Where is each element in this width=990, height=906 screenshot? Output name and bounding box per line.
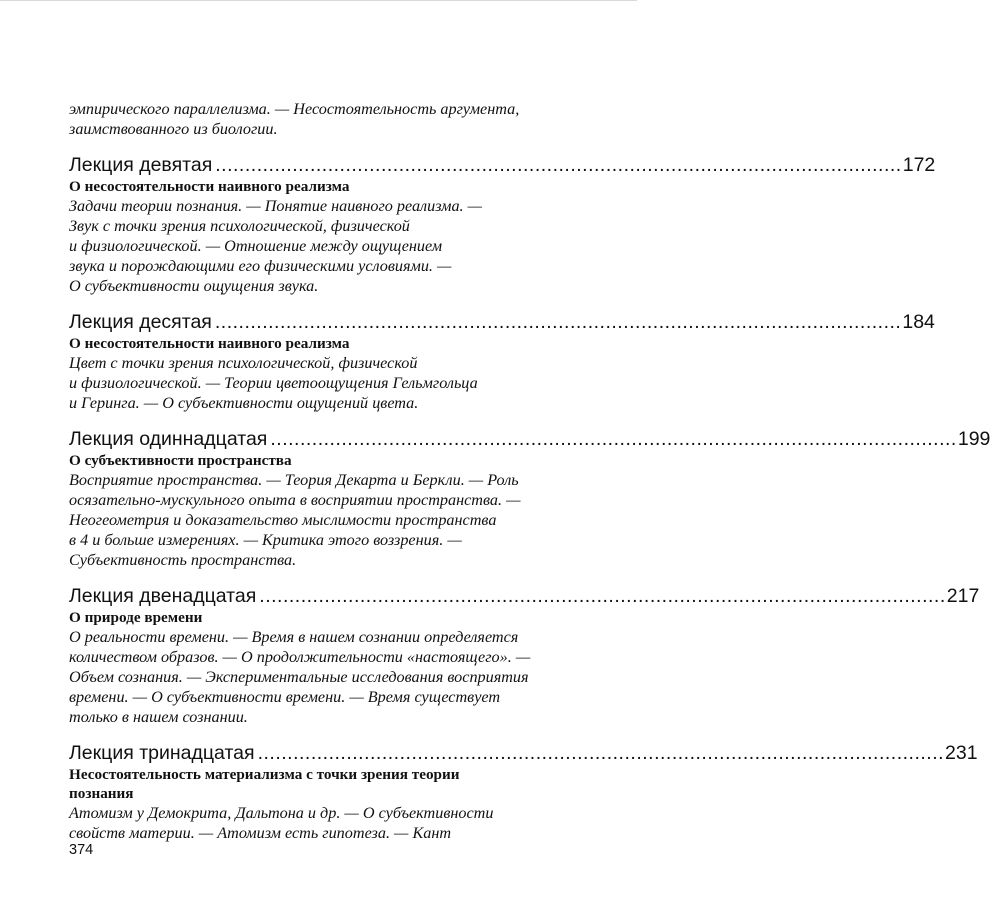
lecture-title: Лекция тринадцатая <box>69 742 255 764</box>
summary-line: свойств материи. — Атомизм есть гипотеза. — Кант <box>69 824 452 842</box>
toc-entry-lecture-13 <box>69 742 978 843</box>
toc-entry-heading <box>69 585 980 607</box>
toc-entry-heading <box>69 154 936 176</box>
lecture-summary <box>69 627 569 727</box>
summary-line: Восприятие пространства. — Теория Декарта и Беркли. — Роль <box>69 471 519 489</box>
summary-line: эмпирического параллелизма. — Несостоятельность аргумента, <box>69 100 520 118</box>
subtitle-line: О несостоятельности наивного реализма <box>69 178 350 195</box>
dot-leader: .................................................................................................................... <box>270 428 957 450</box>
lecture-summary <box>69 470 569 570</box>
summary-line: и физиологической. — Отношение между ощущением <box>69 237 443 255</box>
summary-line: времени. — О субъективности времени. — Время существует <box>69 688 501 706</box>
summary-line: Субъективность пространства. <box>69 551 297 569</box>
summary-line: Объем сознания. — Экспериментальные исследования восприятия <box>69 668 529 686</box>
toc-entry-lecture-10 <box>69 311 935 413</box>
subtitle-line: О субъективности пространства <box>69 452 292 469</box>
dot-leader: .................................................................................................................... <box>214 311 902 333</box>
page-folio: 374 <box>69 842 94 858</box>
toc-entry-lecture-9 <box>69 154 936 296</box>
lecture-summary <box>69 196 569 296</box>
subtitle-line: О природе времени <box>69 609 203 626</box>
summary-line: только в нашем сознании. <box>69 708 248 726</box>
summary-line: в 4 и больше измерениях. — Критика этого воззрения. — <box>69 531 462 549</box>
subtitle-line: О несостоятельности наивного реализма <box>69 335 350 352</box>
lecture-title: Лекция двенадцатая <box>69 585 257 607</box>
page-number: 217 <box>946 585 980 607</box>
summary-line: количеством образов. — О продолжительности «настоящего». — <box>69 648 531 666</box>
lecture-subtitle <box>69 451 569 470</box>
summary-line: осязательно-мускульного опыта в восприятии пространства. — <box>69 491 521 509</box>
summary-line: заимствованного из биологии. <box>69 120 278 138</box>
dot-leader: .................................................................................................................... <box>215 154 902 176</box>
top-edge-rule <box>0 0 637 1</box>
page-number: 231 <box>945 742 978 764</box>
lecture-subtitle <box>69 177 569 196</box>
summary-line: и Геринга. — О субъективности ощущений цвета. <box>69 394 419 412</box>
lecture-title: Лекция девятая <box>69 154 213 176</box>
subtitle-line: познания <box>69 785 134 802</box>
summary-line: Неогеометрия и доказательство мыслимости пространства <box>69 511 497 529</box>
summary-line: Задачи теории познания. — Понятие наивного реализма. — <box>69 197 483 215</box>
lecture-title: Лекция одиннадцатая <box>69 428 268 450</box>
lecture-subtitle <box>69 334 569 353</box>
summary-line: и физиологической. — Теории цветоощущения Гельмгольца <box>69 374 478 392</box>
lecture-summary <box>69 353 569 413</box>
toc-entry-heading <box>69 428 990 450</box>
summary-line: О реальности времени. — Время в нашем сознании определяется <box>69 628 519 646</box>
lecture-title: Лекция десятая <box>69 311 212 333</box>
toc-entry-lecture-11 <box>69 428 990 570</box>
subtitle-line: Несостоятельность материализма с точки зрения теории <box>69 766 460 783</box>
table-of-contents <box>69 99 990 843</box>
summary-line: Атомизм у Демокрита, Дальтона и др. — О субъективности <box>69 804 494 822</box>
summary-line: Цвет с точки зрения психологической, физической <box>69 354 418 372</box>
dot-leader: .................................................................................................................... <box>257 742 945 764</box>
page-number: 172 <box>902 154 936 176</box>
summary-line: звука и порождающими его физическими условиями. — <box>69 257 452 275</box>
page-number: 184 <box>902 311 935 333</box>
summary-line: О субъективности ощущения звука. <box>69 277 319 295</box>
lecture-summary <box>69 803 569 843</box>
continued-summary <box>69 99 569 139</box>
dot-leader: .................................................................................................................... <box>259 585 946 607</box>
lecture-subtitle <box>69 608 569 627</box>
toc-entry-heading <box>69 742 978 764</box>
toc-entry-lecture-12 <box>69 585 980 727</box>
toc-entry-heading <box>69 311 935 333</box>
summary-line: Звук с точки зрения психологической, физической <box>69 217 410 235</box>
page-number: 199 <box>957 428 990 450</box>
lecture-subtitle <box>69 765 569 803</box>
